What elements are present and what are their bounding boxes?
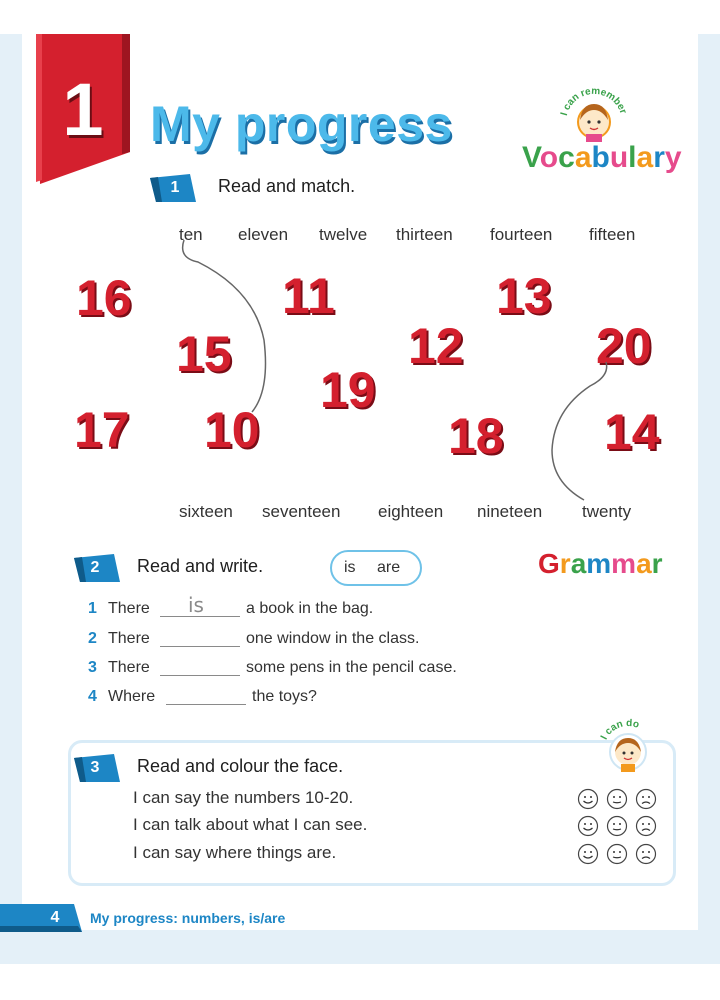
vocabulary-letter: o: [539, 141, 559, 174]
grammar-title: [538, 546, 663, 582]
number-19: 19: [320, 362, 376, 418]
word-fifteen: fifteen: [589, 225, 636, 244]
page-title: My progress: [150, 96, 453, 152]
number-10: 10: [204, 402, 260, 458]
sentence-3-start: There: [108, 659, 150, 676]
sentence-2-end: one window in the class.: [246, 630, 420, 647]
badge-can-do-text: I can do: [598, 717, 641, 742]
sad-face-icon[interactable]: [635, 788, 657, 810]
word-seventeen: seventeen: [262, 502, 341, 521]
neutral-face-icon[interactable]: [606, 788, 628, 810]
grammar-letter: m: [586, 548, 612, 579]
number-20: 20: [596, 318, 652, 374]
sentence-2-number: 2: [88, 630, 97, 647]
number-15: 15: [176, 326, 232, 382]
sad-face-icon[interactable]: [635, 843, 657, 865]
number-11: 11: [282, 268, 335, 324]
grammar-letter: r: [559, 548, 571, 579]
section-1-instruction: Read and match.: [218, 176, 356, 196]
sentence-1-start: There: [108, 600, 150, 617]
vocabulary-letter: a: [574, 141, 592, 174]
unit-number: 1: [62, 68, 104, 151]
number-14: 14: [604, 404, 660, 460]
number-17: 17: [74, 402, 130, 458]
sentence-3-number: 3: [88, 659, 97, 676]
word-eighteen: eighteen: [378, 502, 444, 521]
sentence-1-number: 1: [88, 600, 97, 617]
grammar-letter: a: [570, 548, 587, 579]
word-twenty: twenty: [582, 502, 632, 521]
i-can-remember-badge: [556, 78, 632, 142]
word-eleven: eleven: [238, 225, 289, 244]
sentence-3-end: some pens in the pencil case.: [246, 659, 457, 676]
section-3-number: 3: [90, 759, 100, 776]
number-13: 13: [496, 268, 552, 324]
word-ten: ten: [179, 225, 203, 244]
sentence-2-start: There: [108, 630, 150, 647]
grammar-letter: a: [636, 548, 652, 579]
number-16: 16: [76, 270, 132, 326]
sentence-3-blank[interactable]: [160, 661, 240, 676]
neutral-face-icon[interactable]: [606, 843, 628, 865]
sentence-2-blank[interactable]: [160, 632, 240, 647]
vocabulary-letter: V: [522, 141, 540, 174]
word-twelve: twelve: [319, 225, 368, 244]
word-nineteen: nineteen: [477, 502, 543, 521]
happy-face-icon[interactable]: [577, 815, 599, 837]
word-thirteen: thirteen: [396, 225, 453, 244]
vocabulary-letter: u: [609, 141, 629, 174]
word-fourteen: fourteen: [490, 225, 553, 244]
vocabulary-letter: l: [628, 141, 637, 174]
number-18: 18: [448, 408, 504, 464]
section-2-number: 2: [90, 559, 100, 576]
vocabulary-letter: y: [664, 141, 682, 174]
badge-remember-text: I can remember: [558, 85, 629, 117]
happy-face-icon[interactable]: [577, 843, 599, 865]
sentence-4-blank[interactable]: [166, 690, 246, 705]
page-number: 4: [50, 909, 60, 926]
section-3-instruction: Read and colour the face.: [137, 756, 344, 776]
grammar-letter: m: [611, 548, 637, 579]
i-can-do-badge: [596, 712, 660, 774]
sentence-4-number: 4: [88, 688, 97, 705]
vocabulary-letter: r: [653, 141, 665, 174]
word-box-is: is: [344, 559, 356, 576]
vocabulary-title: [522, 140, 682, 176]
section-2-instruction: Read and write.: [137, 556, 264, 576]
sentence-1-answer: is: [188, 593, 204, 617]
sentence-4-start: Where: [108, 688, 156, 705]
sentence-4-end: the toys?: [252, 688, 317, 705]
grammar-letter: G: [538, 548, 560, 579]
word-sixteen: sixteen: [179, 502, 233, 521]
vocabulary-letter: c: [558, 141, 575, 174]
vocabulary-letter: b: [591, 141, 610, 174]
vocabulary-letter: a: [636, 141, 654, 174]
grammar-letter: r: [651, 548, 663, 579]
happy-face-icon[interactable]: [577, 788, 599, 810]
can-statement-2: I can talk about what I can see.: [133, 815, 368, 834]
footer-title: My progress: numbers, is/are: [90, 910, 286, 926]
word-box-are: are: [377, 559, 401, 576]
can-statement-3: I can say where things are.: [133, 843, 337, 862]
neutral-face-icon[interactable]: [606, 815, 628, 837]
sad-face-icon[interactable]: [635, 815, 657, 837]
section-1-number: 1: [170, 179, 180, 196]
number-12: 12: [408, 318, 464, 374]
can-statement-1: I can say the numbers 10-20.: [133, 788, 354, 807]
sentence-1-end: a book in the bag.: [246, 600, 374, 617]
